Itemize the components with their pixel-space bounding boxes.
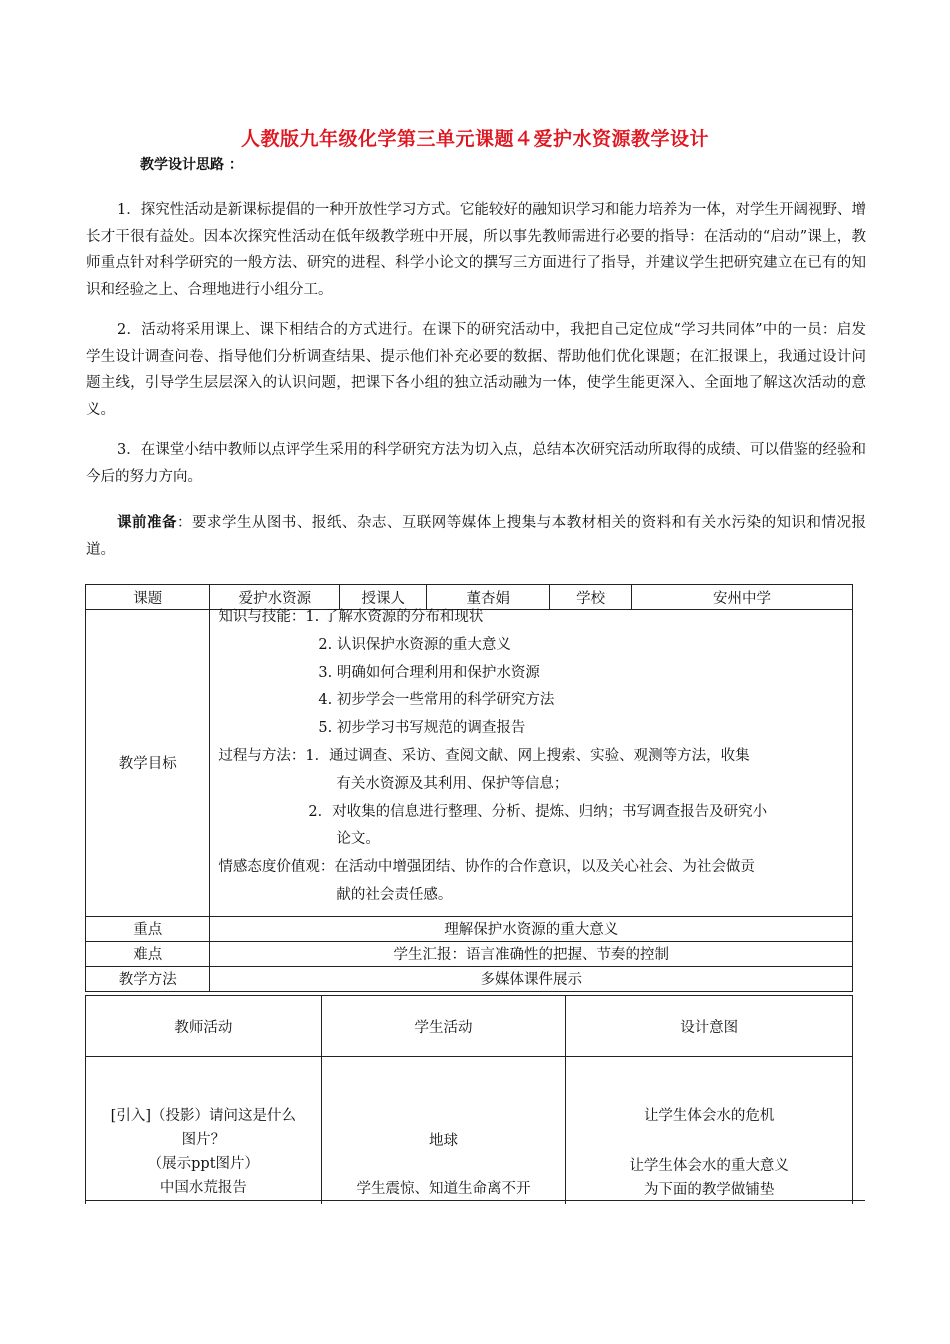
process-item-cont: 有关水资源及其利用、保护等信息； [336,775,569,792]
teacher-activity-cell [86,1057,322,1205]
difficulty-value: 学生汇报：语言准确性的把握、节奏的控制 [210,941,853,966]
paragraph-2: 2．活动将采用课上、课下相结合的方式进行。在课下的研究活动中，我把自己定位成“学习共同体”中的一员：启发学生设计调查问卷、指导他们分析调查结果、提示他们补充必要的数据、帮助他们优化课题；在汇报课上，我通过设计问题主线，引导学生层层深入的认识问题，把课下各小组的独立活动融为一体，使学生能更深入、全面地了解这次活动的意义。 [86,322,866,418]
method-value: 多媒体课件展示 [210,966,853,991]
knowledge-item: 3. 明确如何合理利用和保护水资源 [318,664,540,681]
teacher-activity-line: 中国水荒报告 [159,1180,247,1196]
student-activity-cell [321,1057,566,1205]
teacher-value: 董杏娟 [427,585,550,610]
teacher-activity-header: 教师活动 [86,996,322,1057]
teacher-activity-line: 图片？ [181,1132,226,1148]
paragraph-3: 3．在课堂小结中教师以点评学生采用的科学研究方法为切入点，总结本次研究活动所取得的成绩、可以借鉴的经验和今后的努力方向。 [86,442,866,485]
difficulty-row [86,941,853,966]
prep-paragraph [86,510,866,563]
design-idea-heading: 教学设计思路 ： [140,157,243,173]
prep-text: ：要求学生从图书、报纸、杂志、互联网等媒体上搜集与本教材相关的资料和有关水污染的知识和情况报道。 [86,515,867,558]
method-label: 教学方法 [86,966,210,991]
emotion-text: 在活动中增强团结、协作的合作意识，以及关心社会、为社会做贡 [334,859,755,876]
table-bottom-rule [85,1200,865,1201]
activity-table [85,995,853,1204]
design-intent-line: 为下面的教学做铺垫 [643,1182,775,1198]
activity-row [86,1057,853,1205]
design-intent-line: 让学生体会水的重大意义 [629,1158,789,1174]
goals-row [86,610,853,917]
knowledge-item: 4. 初步学会一些常用的科学研究方法 [318,692,555,709]
key-point-label: 重点 [86,916,210,941]
key-point-row [86,916,853,941]
lesson-plan-table [85,584,853,992]
goals-label: 教学目标 [86,610,210,917]
key-point-value: 理解保护水资源的重大意义 [210,916,853,941]
process-label: 过程与方法： [218,747,306,764]
school-value: 安州中学 [632,585,853,610]
school-label: 学校 [550,585,632,610]
knowledge-item: 1. 了解水资源的分布和现状 [305,609,484,625]
paragraph-1: 1．探究性活动是新课标提倡的一种开放性学习方式。它能较好的融知识学习和能力培养为一体，对学生开阔视野、增长才干很有益处。因本次探究性活动在低年级教学班中开展，所以事先教师需进行必要的指导：在活动的“启动”课上，教师重点针对科学研究的一般方法、研究的进程、科学小论文的撰写三方面进行了指导，并建议学生把研究建立在已有的知识和经验之上、合理地进行小组分工。 [86,202,866,298]
teacher-activity-line: （展示ppt图片） [147,1156,260,1172]
teacher-activity-line: [引入]（投影）请问这是什么 [110,1108,296,1124]
student-activity-line: 学生震惊、知道生命离不开 [356,1181,531,1197]
method-row [86,966,853,991]
goals-content [210,610,853,917]
design-intent-header: 设计意图 [566,996,853,1057]
process-item: 1．通过调查、采访、查阅文献、网上搜索、实验、观测等方法，收集 [305,747,750,764]
process-item-cont: 论文。 [336,831,380,848]
topic-label: 课题 [86,585,210,610]
process-item: 2．对收集的信息进行整理、分析、提炼、归纳；书写调查报告及研究小 [308,803,768,820]
student-activity-header: 学生活动 [321,996,566,1057]
prep-label: 课前准备 [117,514,177,531]
design-intent-cell [566,1057,853,1205]
page-title: 人教版九年级化学第三单元课题４爱护水资源教学设计 [240,128,709,150]
topic-value: 爱护水资源 [210,585,340,610]
emotion-text-cont: 献的社会责任感。 [336,886,453,903]
student-activity-line: 地球 [429,1133,459,1149]
activity-header-row [86,996,853,1057]
knowledge-label: 知识与技能： [218,609,306,625]
emotion-label: 情感态度价值观： [218,859,335,876]
teacher-label: 授课人 [340,585,427,610]
knowledge-item: 5. 初步学习书写规范的调查报告 [318,720,526,737]
difficulty-label: 难点 [86,941,210,966]
design-intent-line: 让学生体会水的危机 [643,1108,775,1124]
knowledge-item: 2. 认识保护水资源的重大意义 [318,636,511,653]
